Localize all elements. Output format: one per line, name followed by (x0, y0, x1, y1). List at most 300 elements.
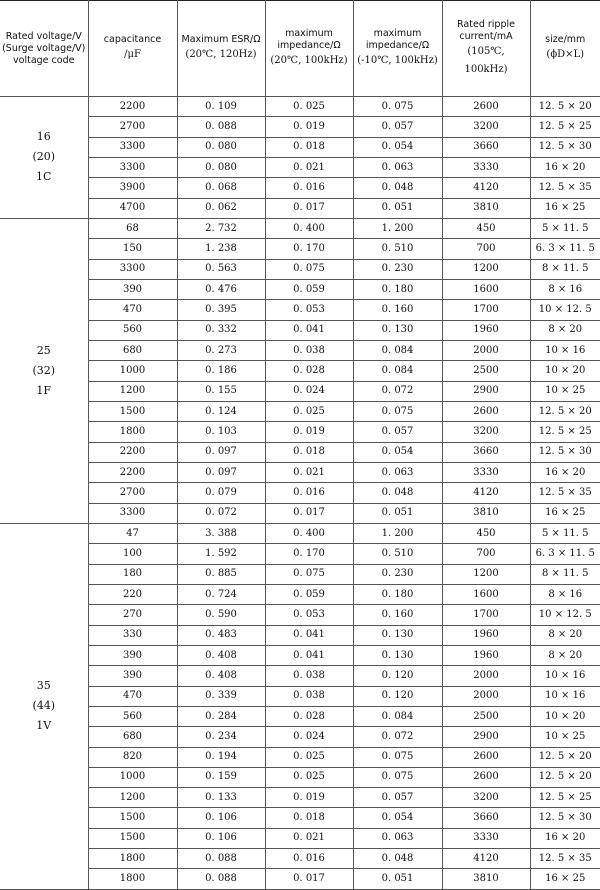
header-capacitance-label: capacitance (103, 33, 162, 45)
esr-cell: 0. 097 (177, 462, 265, 482)
capacitance-cell: 470 (88, 686, 177, 706)
ripple-current-cell: 1960 (442, 320, 530, 340)
impedance-minus10c-cell: 0. 063 (353, 157, 442, 177)
capacitance-cell: 3300 (88, 137, 177, 157)
esr-cell: 0. 124 (177, 401, 265, 421)
capacitance-cell: 390 (88, 645, 177, 665)
size-cell: 12. 5 × 20 (530, 747, 600, 767)
size-cell: 8 × 11. 5 (530, 564, 600, 584)
esr-cell: 0. 408 (177, 666, 265, 686)
ripple-current-cell: 1200 (442, 259, 530, 279)
esr-cell: 0. 080 (177, 157, 265, 177)
size-cell: 12. 5 × 30 (530, 442, 600, 462)
capacitance-cell: 680 (88, 340, 177, 360)
impedance-20c-cell: 0. 075 (265, 259, 353, 279)
ripple-current-cell: 450 (442, 523, 530, 543)
table-row (0, 442, 600, 462)
impedance-20c-cell: 0. 024 (265, 381, 353, 401)
capacitance-cell: 2700 (88, 117, 177, 137)
esr-cell: 0. 332 (177, 320, 265, 340)
impedance-minus10c-cell: 1. 200 (353, 523, 442, 543)
size-cell: 5 × 11. 5 (530, 523, 600, 543)
ripple-current-cell: 3810 (442, 503, 530, 523)
size-cell: 10 × 20 (530, 361, 600, 381)
capacitance-cell: 390 (88, 279, 177, 299)
size-cell: 12. 5 × 30 (530, 137, 600, 157)
table-row (0, 544, 600, 564)
table-row (0, 361, 600, 381)
esr-cell: 0. 068 (177, 178, 265, 198)
capacitance-cell: 180 (88, 564, 177, 584)
esr-cell: 0. 103 (177, 422, 265, 442)
ripple-current-cell: 3660 (442, 808, 530, 828)
capacitance-cell: 1500 (88, 828, 177, 848)
impedance-minus10c-cell: 0. 048 (353, 849, 442, 869)
ripple-current-cell: 1960 (442, 645, 530, 665)
impedance-20c-cell: 0. 018 (265, 442, 353, 462)
esr-cell: 0. 194 (177, 747, 265, 767)
impedance-minus10c-cell: 0. 130 (353, 320, 442, 340)
ripple-current-cell: 2000 (442, 340, 530, 360)
impedance-minus10c-cell: 0. 063 (353, 828, 442, 848)
impedance-20c-cell: 0. 038 (265, 666, 353, 686)
impedance-20c-cell: 0. 016 (265, 178, 353, 198)
size-cell: 16 × 20 (530, 462, 600, 482)
voltage-code: 1V (36, 719, 52, 733)
capacitance-cell: 3900 (88, 178, 177, 198)
capacitance-cell: 1500 (88, 808, 177, 828)
impedance-minus10c-cell: 0. 120 (353, 686, 442, 706)
size-cell: 8 × 16 (530, 584, 600, 604)
capacitance-cell: 1500 (88, 401, 177, 421)
impedance-20c-cell: 0. 025 (265, 747, 353, 767)
esr-cell: 0. 109 (177, 97, 265, 117)
ripple-current-cell: 1600 (442, 584, 530, 604)
size-cell: 16 × 20 (530, 157, 600, 177)
size-cell: 10 × 16 (530, 666, 600, 686)
table-row (0, 422, 600, 442)
table-row (0, 666, 600, 686)
esr-cell: 0. 590 (177, 605, 265, 625)
size-cell: 16 × 25 (530, 869, 600, 889)
size-cell: 12. 5 × 35 (530, 849, 600, 869)
table-row (0, 503, 600, 523)
impedance-20c-cell: 0. 019 (265, 788, 353, 808)
esr-cell: 0. 062 (177, 198, 265, 218)
impedance-20c-cell: 0. 025 (265, 97, 353, 117)
impedance-20c-cell: 0. 018 (265, 137, 353, 157)
impedance-20c-cell: 0. 021 (265, 157, 353, 177)
capacitance-cell: 2200 (88, 97, 177, 117)
impedance-20c-cell: 0. 021 (265, 828, 353, 848)
table-row (0, 788, 600, 808)
capacitance-cell: 100 (88, 544, 177, 564)
size-cell: 8 × 11. 5 (530, 259, 600, 279)
header-ripple-current-conditions: (105℃, 100kHz) (464, 45, 508, 75)
impedance-minus10c-cell: 0. 160 (353, 605, 442, 625)
header-capacitance-unit: /μF (124, 48, 141, 60)
table-row (0, 686, 600, 706)
impedance-20c-cell: 0. 017 (265, 869, 353, 889)
ripple-current-cell: 450 (442, 218, 530, 238)
impedance-20c-cell: 0. 028 (265, 706, 353, 726)
esr-cell: 0. 106 (177, 828, 265, 848)
impedance-minus10c-cell: 0. 057 (353, 422, 442, 442)
rated-voltage: 16 (36, 130, 51, 144)
esr-cell: 0. 079 (177, 483, 265, 503)
voltage-code: 1C (36, 170, 52, 184)
capacitance-cell: 2700 (88, 483, 177, 503)
impedance-minus10c-cell: 0. 075 (353, 97, 442, 117)
impedance-minus10c-cell: 0. 057 (353, 117, 442, 137)
capacitance-cell: 1200 (88, 381, 177, 401)
capacitance-cell: 680 (88, 727, 177, 747)
ripple-current-cell: 4120 (442, 483, 530, 503)
size-cell: 12. 5 × 25 (530, 117, 600, 137)
impedance-minus10c-cell: 0. 075 (353, 767, 442, 787)
header-impedance-minus10c (353, 1, 442, 97)
table-row (0, 808, 600, 828)
voltage-code: 1F (36, 383, 52, 397)
table-row (0, 483, 600, 503)
capacitance-cell: 68 (88, 218, 177, 238)
esr-cell: 1. 592 (177, 544, 265, 564)
impedance-20c-cell: 0. 028 (265, 361, 353, 381)
impedance-minus10c-cell: 0. 180 (353, 279, 442, 299)
size-cell: 6. 3 × 11. 5 (530, 239, 600, 259)
table-row (0, 178, 600, 198)
impedance-20c-cell: 0. 075 (265, 564, 353, 584)
size-cell: 10 × 16 (530, 686, 600, 706)
table-row (0, 849, 600, 869)
ripple-current-cell: 2500 (442, 361, 530, 381)
table-row (0, 97, 600, 117)
voltage-group-cell (0, 523, 88, 889)
ripple-current-cell: 3660 (442, 442, 530, 462)
impedance-minus10c-cell: 0. 180 (353, 584, 442, 604)
size-cell: 12. 5 × 20 (530, 97, 600, 117)
esr-cell: 0. 408 (177, 645, 265, 665)
ripple-current-cell: 3200 (442, 422, 530, 442)
esr-cell: 0. 395 (177, 300, 265, 320)
esr-cell: 0. 072 (177, 503, 265, 523)
surge-voltage: (32) (32, 363, 56, 377)
capacitance-cell: 1200 (88, 788, 177, 808)
impedance-minus10c-cell: 0. 048 (353, 483, 442, 503)
capacitance-cell: 330 (88, 625, 177, 645)
impedance-minus10c-cell: 0. 054 (353, 808, 442, 828)
capacitance-cell: 820 (88, 747, 177, 767)
size-cell: 16 × 25 (530, 503, 600, 523)
header-size-dimensions: (ϕD×L) (546, 48, 585, 60)
table-row (0, 401, 600, 421)
impedance-minus10c-cell: 0. 057 (353, 788, 442, 808)
size-cell: 8 × 20 (530, 645, 600, 665)
impedance-20c-cell: 0. 053 (265, 300, 353, 320)
esr-cell: 0. 088 (177, 117, 265, 137)
impedance-minus10c-cell: 0. 120 (353, 666, 442, 686)
ripple-current-cell: 2000 (442, 666, 530, 686)
impedance-minus10c-cell: 0. 230 (353, 259, 442, 279)
ripple-current-cell: 2600 (442, 747, 530, 767)
capacitance-cell: 47 (88, 523, 177, 543)
esr-cell: 0. 724 (177, 584, 265, 604)
impedance-minus10c-cell: 0. 084 (353, 340, 442, 360)
voltage-group-cell (0, 218, 88, 523)
ripple-current-cell: 2900 (442, 727, 530, 747)
esr-cell: 0. 483 (177, 625, 265, 645)
impedance-minus10c-cell: 0. 160 (353, 300, 442, 320)
impedance-minus10c-cell: 0. 510 (353, 239, 442, 259)
ripple-current-cell: 4120 (442, 178, 530, 198)
ripple-current-cell: 2900 (442, 381, 530, 401)
esr-cell: 0. 133 (177, 788, 265, 808)
esr-cell: 1. 238 (177, 239, 265, 259)
size-cell: 16 × 25 (530, 198, 600, 218)
capacitance-cell: 1800 (88, 869, 177, 889)
ripple-current-cell: 2600 (442, 401, 530, 421)
impedance-20c-cell: 0. 170 (265, 239, 353, 259)
size-cell: 12. 5 × 35 (530, 178, 600, 198)
impedance-minus10c-cell: 0. 054 (353, 442, 442, 462)
header-voltage-label: Rated voltage/V (Surge voltage/V) voltage code (2, 30, 86, 66)
impedance-20c-cell: 0. 016 (265, 849, 353, 869)
capacitance-cell: 4700 (88, 198, 177, 218)
esr-cell: 0. 088 (177, 849, 265, 869)
capacitance-cell: 1800 (88, 422, 177, 442)
impedance-minus10c-cell: 0. 054 (353, 137, 442, 157)
header-impedance-minus10c-label: maximum impedance/Ω (365, 27, 430, 51)
table-row (0, 381, 600, 401)
impedance-20c-cell: 0. 016 (265, 483, 353, 503)
capacitance-cell: 1000 (88, 767, 177, 787)
ripple-current-cell: 2600 (442, 767, 530, 787)
table-row (0, 300, 600, 320)
table-row (0, 727, 600, 747)
ripple-current-cell: 3330 (442, 462, 530, 482)
size-cell: 10 × 25 (530, 381, 600, 401)
impedance-minus10c-cell: 0. 075 (353, 401, 442, 421)
ripple-current-cell: 3330 (442, 828, 530, 848)
table-row (0, 605, 600, 625)
size-cell: 12. 5 × 20 (530, 401, 600, 421)
impedance-minus10c-cell: 0. 084 (353, 361, 442, 381)
table-row (0, 320, 600, 340)
capacitance-cell: 390 (88, 666, 177, 686)
impedance-20c-cell: 0. 053 (265, 605, 353, 625)
capacitance-cell: 1000 (88, 361, 177, 381)
esr-cell: 0. 097 (177, 442, 265, 462)
impedance-minus10c-cell: 0. 084 (353, 706, 442, 726)
ripple-current-cell: 2500 (442, 706, 530, 726)
rated-voltage: 35 (36, 679, 51, 693)
size-cell: 12. 5 × 25 (530, 788, 600, 808)
capacitance-cell: 220 (88, 584, 177, 604)
size-cell: 8 × 20 (530, 625, 600, 645)
surge-voltage: (20) (32, 150, 56, 164)
size-cell: 10 × 12. 5 (530, 605, 600, 625)
header-esr (177, 1, 265, 97)
impedance-minus10c-cell: 0. 048 (353, 178, 442, 198)
size-cell: 8 × 16 (530, 279, 600, 299)
impedance-minus10c-cell: 0. 063 (353, 462, 442, 482)
impedance-20c-cell: 0. 400 (265, 218, 353, 238)
capacitance-cell: 470 (88, 300, 177, 320)
size-cell: 12. 5 × 30 (530, 808, 600, 828)
capacitance-cell: 2200 (88, 442, 177, 462)
impedance-minus10c-cell: 0. 510 (353, 544, 442, 564)
esr-cell: 0. 088 (177, 869, 265, 889)
table-row (0, 157, 600, 177)
capacitance-cell: 560 (88, 320, 177, 340)
size-cell: 12. 5 × 35 (530, 483, 600, 503)
size-cell: 6. 3 × 11. 5 (530, 544, 600, 564)
impedance-20c-cell: 0. 017 (265, 503, 353, 523)
impedance-minus10c-cell: 0. 072 (353, 381, 442, 401)
header-voltage (0, 1, 88, 97)
header-ripple-current (442, 1, 530, 97)
table-row (0, 279, 600, 299)
impedance-20c-cell: 0. 059 (265, 584, 353, 604)
table-row (0, 706, 600, 726)
esr-cell: 0. 234 (177, 727, 265, 747)
capacitance-cell: 150 (88, 239, 177, 259)
impedance-minus10c-cell: 0. 230 (353, 564, 442, 584)
table-row (0, 625, 600, 645)
impedance-minus10c-cell: 0. 051 (353, 869, 442, 889)
rated-voltage: 25 (36, 343, 51, 357)
size-cell: 5 × 11. 5 (530, 218, 600, 238)
size-cell: 12. 5 × 25 (530, 422, 600, 442)
impedance-20c-cell: 0. 041 (265, 320, 353, 340)
ripple-current-cell: 3660 (442, 137, 530, 157)
capacitance-cell: 560 (88, 706, 177, 726)
ripple-current-cell: 3200 (442, 117, 530, 137)
capacitance-cell: 1800 (88, 849, 177, 869)
table-row (0, 584, 600, 604)
esr-cell: 0. 080 (177, 137, 265, 157)
table-row (0, 523, 600, 543)
impedance-20c-cell: 0. 170 (265, 544, 353, 564)
ripple-current-cell: 2000 (442, 686, 530, 706)
table-row (0, 767, 600, 787)
table-row (0, 869, 600, 889)
esr-cell: 0. 563 (177, 259, 265, 279)
header-row (0, 1, 600, 97)
impedance-20c-cell: 0. 019 (265, 422, 353, 442)
header-impedance-20c-label: maximum impedance/Ω (277, 27, 341, 51)
ripple-current-cell: 2600 (442, 97, 530, 117)
ripple-current-cell: 3810 (442, 869, 530, 889)
header-impedance-20c (265, 1, 353, 97)
table-row (0, 198, 600, 218)
capacitance-cell: 3300 (88, 259, 177, 279)
header-size (530, 1, 600, 97)
esr-cell: 0. 155 (177, 381, 265, 401)
header-esr-conditions: (20℃, 120Hz) (185, 48, 257, 60)
esr-cell: 0. 885 (177, 564, 265, 584)
esr-cell: 0. 273 (177, 340, 265, 360)
header-ripple-current-label: Rated ripple current/mA (457, 18, 515, 42)
impedance-20c-cell: 0. 059 (265, 279, 353, 299)
impedance-20c-cell: 0. 041 (265, 625, 353, 645)
header-size-label: size/mm (545, 33, 586, 45)
header-impedance-minus10c-conditions: (-10℃, 100kHz) (357, 54, 438, 66)
impedance-minus10c-cell: 0. 130 (353, 645, 442, 665)
impedance-minus10c-cell: 0. 051 (353, 198, 442, 218)
impedance-20c-cell: 0. 019 (265, 117, 353, 137)
size-cell: 10 × 12. 5 (530, 300, 600, 320)
surge-voltage: (44) (32, 699, 56, 713)
impedance-20c-cell: 0. 024 (265, 727, 353, 747)
size-cell: 10 × 16 (530, 340, 600, 360)
capacitance-cell: 2200 (88, 462, 177, 482)
ripple-current-cell: 1600 (442, 279, 530, 299)
impedance-minus10c-cell: 0. 075 (353, 747, 442, 767)
size-cell: 10 × 20 (530, 706, 600, 726)
esr-cell: 0. 339 (177, 686, 265, 706)
header-capacitance (88, 1, 177, 97)
impedance-minus10c-cell: 0. 051 (353, 503, 442, 523)
ripple-current-cell: 3200 (442, 788, 530, 808)
table-row (0, 645, 600, 665)
header-impedance-20c-conditions: (20℃, 100kHz) (270, 54, 348, 66)
ripple-current-cell: 700 (442, 544, 530, 564)
impedance-20c-cell: 0. 018 (265, 808, 353, 828)
table-row (0, 259, 600, 279)
ripple-current-cell: 1960 (442, 625, 530, 645)
header-esr-label: Maximum ESR/Ω (181, 33, 261, 45)
table-row (0, 239, 600, 259)
size-cell: 8 × 20 (530, 320, 600, 340)
table-row (0, 747, 600, 767)
table-row (0, 137, 600, 157)
table-row (0, 462, 600, 482)
size-cell: 16 × 20 (530, 828, 600, 848)
capacitance-cell: 3300 (88, 503, 177, 523)
capacitance-cell: 3300 (88, 157, 177, 177)
impedance-minus10c-cell: 1. 200 (353, 218, 442, 238)
ripple-current-cell: 3330 (442, 157, 530, 177)
esr-cell: 0. 284 (177, 706, 265, 726)
impedance-20c-cell: 0. 400 (265, 523, 353, 543)
impedance-20c-cell: 0. 025 (265, 401, 353, 421)
ripple-current-cell: 3810 (442, 198, 530, 218)
size-cell: 10 × 25 (530, 727, 600, 747)
capacitance-cell: 270 (88, 605, 177, 625)
impedance-minus10c-cell: 0. 130 (353, 625, 442, 645)
impedance-20c-cell: 0. 038 (265, 340, 353, 360)
table-row (0, 218, 600, 238)
ripple-current-cell: 4120 (442, 849, 530, 869)
table-row (0, 340, 600, 360)
table-row (0, 828, 600, 848)
impedance-20c-cell: 0. 025 (265, 767, 353, 787)
ripple-current-cell: 700 (442, 239, 530, 259)
ripple-current-cell: 1700 (442, 605, 530, 625)
impedance-20c-cell: 0. 021 (265, 462, 353, 482)
impedance-20c-cell: 0. 041 (265, 645, 353, 665)
esr-cell: 2. 732 (177, 218, 265, 238)
ripple-current-cell: 1700 (442, 300, 530, 320)
voltage-group-cell (0, 97, 88, 219)
table-row (0, 117, 600, 137)
impedance-minus10c-cell: 0. 072 (353, 727, 442, 747)
spec-table-body (0, 97, 600, 890)
impedance-20c-cell: 0. 038 (265, 686, 353, 706)
esr-cell: 0. 186 (177, 361, 265, 381)
esr-cell: 3. 388 (177, 523, 265, 543)
